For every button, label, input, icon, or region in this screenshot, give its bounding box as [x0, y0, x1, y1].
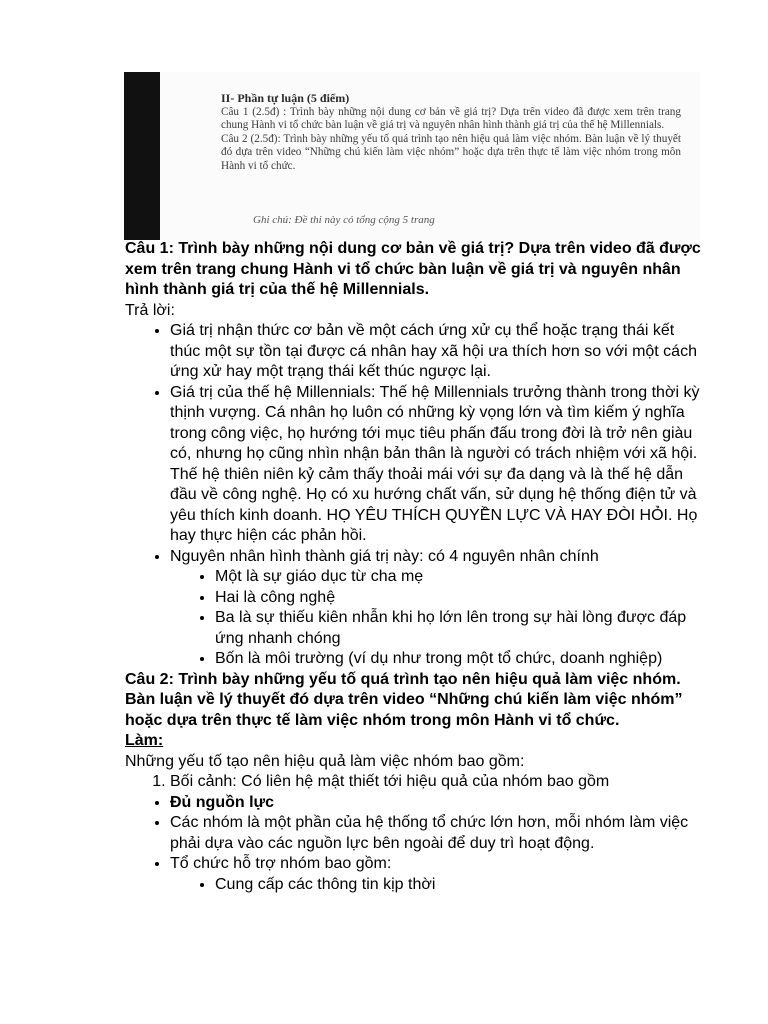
list-item: 1. Bối cảnh: Có liên hệ mật thiết tới hiệu quả của nhóm bao gồm	[170, 772, 705, 793]
scan-heading: II- Phần tự luận (5 điểm)	[221, 91, 350, 105]
intro-text: Những yếu tố tạo nên hiệu quả làm việc nhóm bao gồm:	[125, 752, 525, 770]
scanned-exam-text	[221, 92, 681, 174]
answer-list	[125, 321, 705, 670]
factor-list	[125, 772, 705, 793]
question-2: Câu 2: Trình bày những yếu tố quá trình tạo nên hiệu quả làm việc nhóm. Bàn luận về lý thuyết đó dựa trên video “Những chú kiến làm việc nhóm” hoặc dựa trên thực tế làm việc nhóm trong môn Hành vi tổ chức.	[125, 670, 683, 729]
list-item: • Bốn là môi trường (ví dụ như trong một tổ chức, doanh nghiệp)	[215, 649, 705, 670]
list-item-text: Tổ chức hỗ trợ nhóm bao gồm:	[170, 855, 392, 872]
list-item: • Giá trị của thế hệ Millennials: Thế hệ Millennials trưởng thành trong thời kỳ thịnh vượng. Cá nhân họ luôn có những kỳ vọng lớn và tìm kiếm ý nghĩa trong công việc, họ hướng tới mục tiêu phấn đấu trong đời là trở nên giàu có, nhưng họ cũng nhìn nhận bản thân là người có trách nhiệm với xã hội. Thế hệ thiên niên kỷ cảm thấy thoải mái với sự đa dạng và là thế hệ dẫn đầu về công nghệ. Họ có xu hướng chất vấn, sử dụng hệ thống điện tử và yêu thích kinh doanh. HỌ YÊU THÍCH QUYỀN LỰC VÀ HAY ĐÒI HỎI. Họ hay thực hiện các phản hồi.	[170, 383, 705, 547]
document-body	[125, 239, 705, 895]
answer-label: Trả lời:	[125, 301, 175, 319]
list-item	[170, 547, 705, 670]
list-item: • Cung cấp các thông tin kịp thời	[215, 875, 705, 896]
list-item: • Đủ nguồn lực	[170, 793, 705, 814]
list-item: • Hai là công nghệ	[215, 588, 705, 609]
list-item: • Giá trị nhận thức cơ bản về một cách ứng xử cụ thể hoặc trạng thái kết thúc một sự tồn tại được cá nhân hay xã hội ưa thích hơn so với một cách ứng xử hay một trạng thái kết thúc ngược lại.	[170, 321, 705, 383]
list-item: • Một là sự giáo dục từ cha mẹ	[215, 567, 705, 588]
cause-list	[170, 567, 705, 670]
scan-dark-edge	[124, 72, 160, 240]
scan-note: Ghi chú: Đề thi này có tổng cộng 5 trang	[253, 214, 435, 226]
context-list	[125, 793, 705, 896]
question-1: Câu 1: Trình bày những nội dung cơ bản về giá trị? Dựa trên video đã được xem trên trang chung Hành vi tổ chức bàn luận về giá trị và nguyên nhân hình thành giá trị của thế hệ Millennials.	[125, 240, 701, 298]
list-item: • Ba là sự thiếu kiên nhẫn khi họ lớn lên trong sự hài lòng được đáp ứng nhanh chóng	[215, 608, 705, 649]
support-list	[170, 875, 705, 896]
list-item-text: Nguyên nhân hình thành giá trị này: có 4 nguyên nhân chính	[170, 547, 599, 565]
scan-question-2: Câu 2 (2.5đ): Trình bày những yếu tố quá trình tạo nên hiệu quả làm việc nhóm. Bàn luận về lý thuyết đó dựa trên video “Những chú kiến làm việc nhóm” hoặc dựa trên thực tế làm việc nhóm trong môn Hành vi tổ chức.	[221, 132, 681, 172]
scan-question-1: Câu 1 (2.5đ) : Trình bày những nội dung cơ bản về giá trị? Dựa trên video đã được xem trên trang chung Hành vi tổ chức bàn luận về giá trị và nguyên nhân hình thành giá trị của thế hệ Millennials.	[221, 105, 681, 132]
list-item: • Các nhóm là một phần của hệ thống tổ chức lớn hơn, mỗi nhóm làm việc phải dựa vào các nguồn lực bên ngoài để duy trì hoạt động.	[170, 813, 705, 854]
work-label: Làm:	[125, 732, 164, 749]
list-item	[170, 854, 705, 895]
